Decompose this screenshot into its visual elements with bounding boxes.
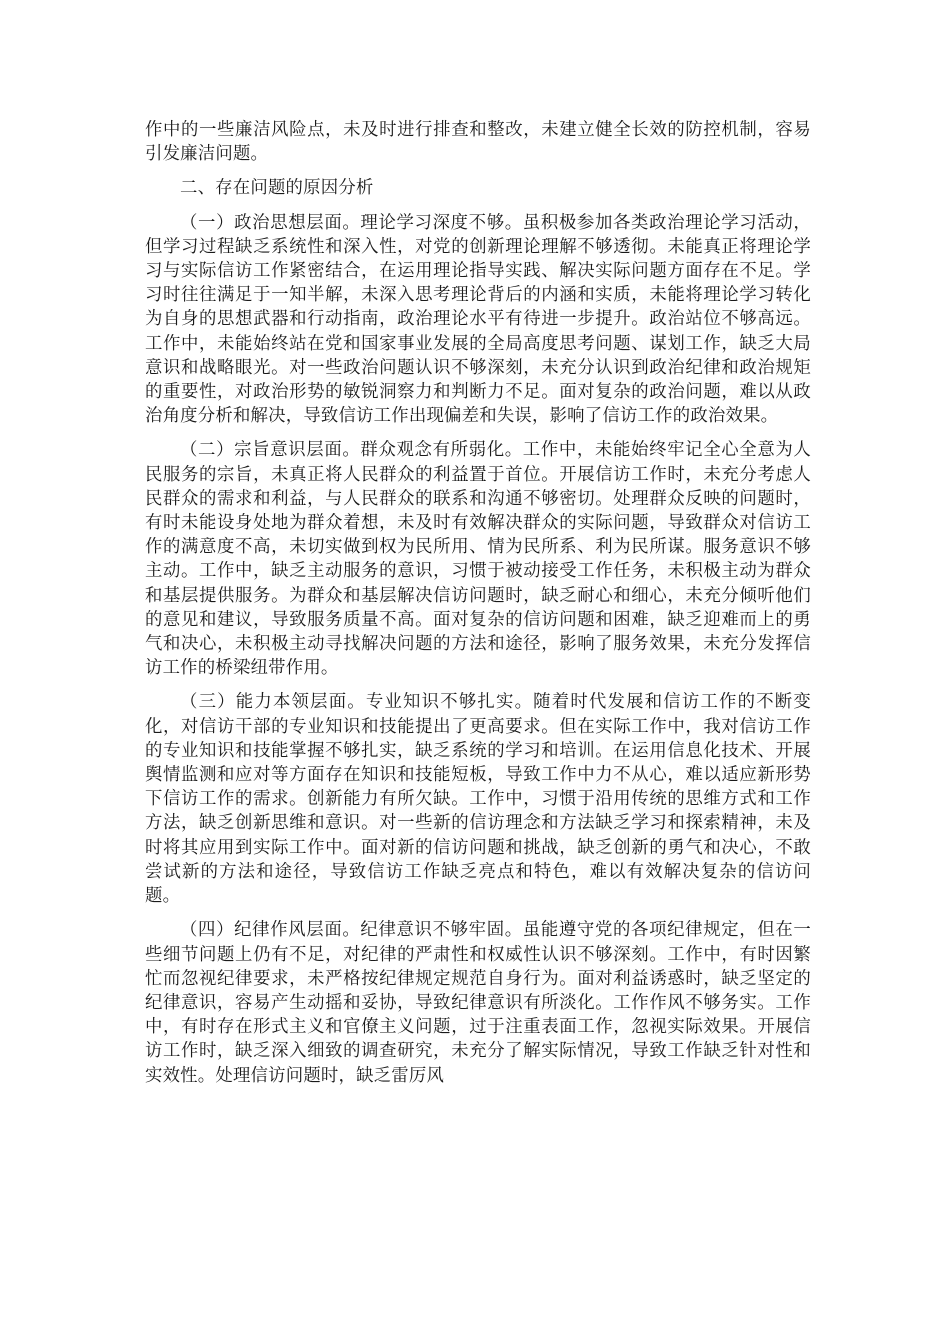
paragraph-political: （一）政治思想层面。理论学习深度不够。虽积极参加各类政治理论学习活动，但学习过程缺乏系统性和深入性，对党的创新理论理解不够透彻。未能真正将理论学习与实际信访工作紧密结合，在运用理论指导实践、解决实际问题方面存在不足。学习时往往满足于一知半解，未深入思考理论背后的内涵和实质，未能将理论学习转化为自身的思想武器和行动指南，政治理论水平有待进一步提升。政治站位不够高远。工作中，未能始终站在党和国家事业发展的全局高度思考问题、谋划工作，缺乏大局意识和战略眼光。对一些政治问题认识不够深刻，未充分认识到政治纪律和政治规矩的重要性，对政治形势的敏锐洞察力和判断力不足。面对复杂的政治问题，难以从政治角度分析和解决，导致信访工作出现偏差和失误，影响了信访工作的政治效果。 xyxy=(145,212,811,427)
section-heading: 二、存在问题的原因分析 xyxy=(180,178,374,199)
continuation-paragraph: 作中的一些廉洁风险点，未及时进行排查和整改，未建立健全长效的防控机制，容易引发廉洁问题。 xyxy=(145,120,811,165)
paragraph-purpose: （二）宗旨意识层面。群众观念有所弱化。工作中，未能始终牢记全心全意为人民服务的宗旨，未真正将人民群众的利益置于首位。开展信访工作时，未充分考虑人民群众的需求和利益，与人民群众的联系和沟通不够密切。处理群众反映的问题时，有时未能设身处地为群众着想，未及时有效解决群众的实际问题，导致群众对信访工作的满意度不高，未切实做到权为民所用、情为民所系、利为民所谋。服务意识不够主动。工作中，缺乏主动服务的意识，习惯于被动接受工作任务，未积极主动为群众和基层提供服务。为群众和基层解决信访问题时，缺乏耐心和细心，未充分倾听他们的意见和建议，导致服务质量不高。面对复杂的信访问题和困难，缺乏迎难而上的勇气和决心，未积极主动寻找解决问题的方法和途径，影响了服务效果，未充分发挥信访工作的桥梁纽带作用。 xyxy=(145,440,811,679)
paragraph-ability: （三）能力本领层面。专业知识不够扎实。随着时代发展和信访工作的不断变化，对信访干部的专业知识和技能提出了更高要求。但在实际工作中，我对信访工作的专业知识和技能掌握不够扎实，缺乏系统的学习和培训。在运用信息化技术、开展舆情监测和应对等方面存在知识和技能短板，导致工作中力不从心，难以适应新形势下信访工作的需求。创新能力有所欠缺。工作中，习惯于沿用传统的思维方式和工作方法，缺乏创新思维和意识。对一些新的信访理念和方法缺乏学习和探索精神，未及时将其应用到实际工作中。面对新的信访问题和挑战，缺乏创新的勇气和决心，不敢尝试新的方法和途径，导致信访工作缺乏亮点和特色，难以有效解决复杂的信访问题。 xyxy=(145,692,811,907)
document-page xyxy=(145,118,811,1098)
paragraph-discipline: （四）纪律作风层面。纪律意识不够牢固。虽能遵守党的各项纪律规定，但在一些细节问题上仍有不足，对纪律的严肃性和权威性认识不够深刻。工作中，有时因繁忙而忽视纪律要求，未严格按纪律规定规范自身行为。面对利益诱惑时，缺乏坚定的纪律意识，容易产生动摇和妥协，导致纪律意识有所淡化。工作作风不够务实。工作中，有时存在形式主义和官僚主义问题，过于注重表面工作，忽视实际效果。开展信访工作时，缺乏深入细致的调查研究，未充分了解实际情况，导致工作缺乏针对性和实效性。处理信访问题时，缺乏雷厉风 xyxy=(145,920,811,1086)
